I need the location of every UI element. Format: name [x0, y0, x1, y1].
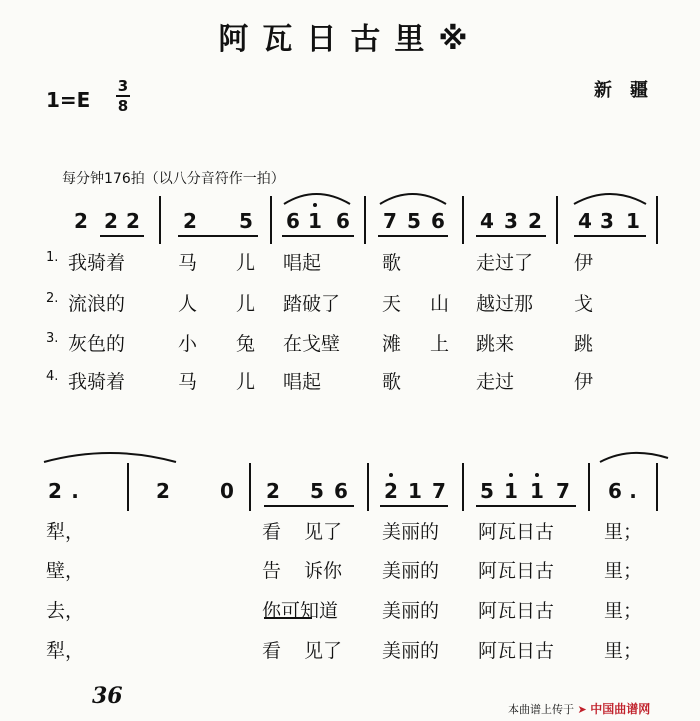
lyric: 里；: [604, 521, 643, 543]
lyric: 见了: [304, 521, 343, 543]
verse-number: 1.: [46, 250, 59, 265]
lyric: 里；: [604, 560, 643, 582]
lyric: 你可知道: [262, 600, 339, 622]
lyric: 伊: [574, 371, 594, 393]
lyric: 阿瓦日古: [478, 640, 555, 662]
lyric: 流浪的: [68, 293, 126, 315]
song-title: 阿瓦日古里※: [218, 22, 482, 57]
slur: [44, 453, 176, 462]
lyric: 犁，: [46, 521, 85, 543]
lyric: 跳: [574, 333, 594, 355]
note: 4: [480, 209, 494, 233]
credit-text: 本曲谱上传于: [508, 703, 574, 716]
note: 6: [431, 209, 445, 233]
lyric: 戈: [574, 293, 594, 315]
site-name: 中国曲谱网: [590, 702, 651, 716]
note: .: [629, 479, 637, 503]
lyric: 马: [178, 371, 198, 393]
note: 1: [504, 479, 518, 503]
lyric: 兔: [236, 333, 256, 355]
note: 1: [530, 479, 544, 503]
note: 2: [104, 209, 118, 233]
lyric: 灰色的: [68, 333, 126, 355]
lyric: 越过那: [476, 293, 534, 315]
lyric: 儿: [236, 252, 256, 274]
lyric: 天: [382, 293, 402, 315]
high-octave-dot: [313, 203, 317, 207]
verse-number: 2.: [46, 291, 59, 306]
note: 0: [220, 479, 234, 503]
note: 2: [48, 479, 62, 503]
lyric: 美丽的: [382, 640, 440, 662]
slur: [600, 453, 668, 462]
lyric: 壁，: [46, 560, 85, 582]
note: 6: [336, 209, 350, 233]
lyric: 歌: [382, 371, 402, 393]
time-signature-top: 3: [117, 77, 129, 95]
lyric: 小: [178, 333, 198, 355]
note: 5: [239, 209, 253, 233]
song-origin: 新疆: [594, 80, 666, 101]
lyric: 伊: [574, 252, 594, 274]
lyric: 阿瓦日古: [478, 600, 555, 622]
lyric: 犁，: [46, 640, 85, 662]
lyric: 唱起: [283, 252, 322, 274]
verse-number: 3.: [46, 331, 59, 346]
lyric: 踏破了: [283, 293, 341, 315]
lyric: 美丽的: [382, 560, 440, 582]
note: 7: [556, 479, 570, 503]
high-octave-dot: [389, 473, 393, 477]
lyric: 告: [262, 560, 282, 582]
high-octave-dot: [535, 473, 539, 477]
note: 1: [626, 209, 640, 233]
lyric: 去，: [46, 600, 85, 622]
tempo-marking: 每分钟176拍（以八分音符作一拍）: [62, 171, 285, 187]
lyric: 儿: [236, 293, 256, 315]
lyric: 诉你: [304, 560, 343, 582]
lyric: 在戈壁: [283, 333, 341, 355]
high-octave-dot: [509, 473, 513, 477]
note: 4: [578, 209, 592, 233]
note: 3: [600, 209, 614, 233]
lyric: 我骑着: [68, 371, 126, 393]
note: 5: [480, 479, 494, 503]
lyric: 我骑着: [68, 252, 126, 274]
lyric: 看: [262, 521, 282, 543]
slur: [284, 194, 350, 204]
lyric: 里；: [604, 640, 643, 662]
note: 2: [384, 479, 398, 503]
note: 1: [408, 479, 422, 503]
lyric: 儿: [236, 371, 256, 393]
note: 6: [608, 479, 622, 503]
slur: [574, 194, 646, 204]
note: 1: [308, 209, 322, 233]
lyric: 走过了: [476, 252, 534, 274]
lyric: 人: [178, 293, 198, 315]
lyric: 阿瓦日古: [478, 560, 555, 582]
note: 2: [74, 209, 88, 233]
lyric: 上: [430, 333, 450, 355]
note: 6: [334, 479, 348, 503]
key-signature: 1=E: [46, 88, 91, 112]
lyric: 美丽的: [382, 600, 440, 622]
note: 2: [266, 479, 280, 503]
page-number: 36: [92, 683, 123, 709]
note: 2: [156, 479, 170, 503]
note: 3: [504, 209, 518, 233]
upload-credit: [508, 700, 650, 717]
time-signature-bottom: 8: [117, 97, 129, 115]
lyric: 跳来: [476, 333, 515, 355]
note: .: [71, 479, 79, 503]
lyric: 山: [430, 293, 450, 315]
slur: [380, 194, 446, 204]
note: 2: [528, 209, 542, 233]
lyric: 唱起: [283, 371, 322, 393]
note: 2: [183, 209, 197, 233]
lyric: 阿瓦日古: [478, 521, 555, 543]
lyric: 滩: [382, 333, 402, 355]
lyric: 看: [262, 640, 282, 662]
lyric: 马: [178, 252, 198, 274]
note: 6: [286, 209, 300, 233]
site-logo-icon: ➤: [577, 703, 587, 716]
note: 2: [126, 209, 140, 233]
lyric: 见了: [304, 640, 343, 662]
note: 5: [310, 479, 324, 503]
lyric: 美丽的: [382, 521, 440, 543]
verse-number: 4.: [46, 369, 59, 384]
lyric: 走过: [476, 371, 515, 393]
note: 7: [432, 479, 446, 503]
lyric: 里；: [604, 600, 643, 622]
note: 7: [383, 209, 397, 233]
lyric: 歌: [382, 252, 402, 274]
note: 5: [407, 209, 421, 233]
